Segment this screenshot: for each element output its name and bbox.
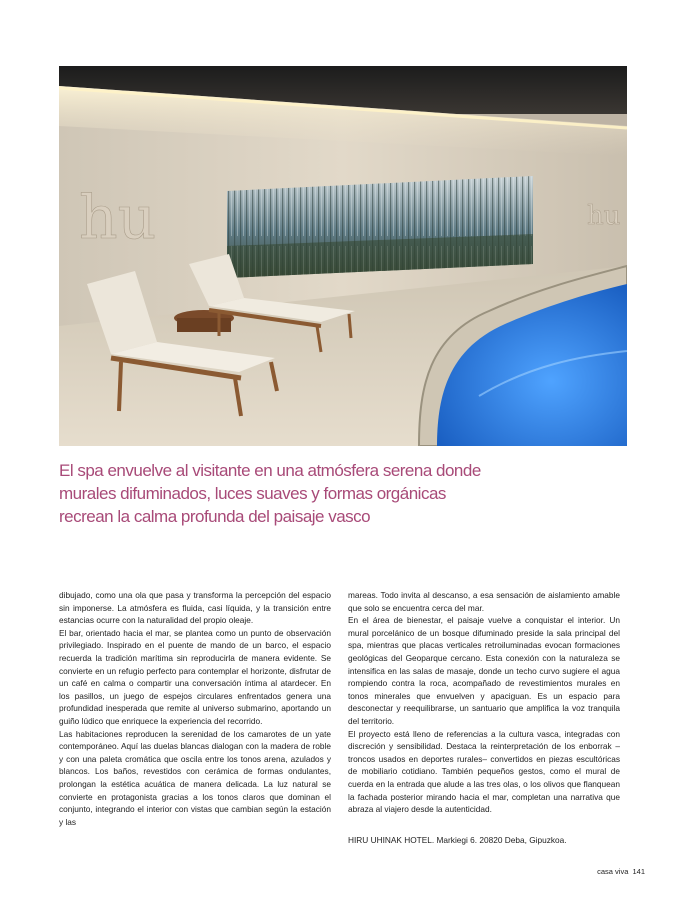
pull-quote-line: recrean la calma profunda del paisaje vasco <box>59 507 371 526</box>
page-folio <box>597 867 645 876</box>
paragraph: El proyecto está lleno de referencias a la cultura vasca, integradas con discreción y sensibilidad. Destaca la reinterpretación de los enborrak –troncos usados en deportes rurales– convertidos en piezas escultóricas de mobiliario cotidiano. También pequeños gestos, como el mural de cuerda en la entrada que alude a las tres olas, o los olivos que flanquean la fachada posterior mirando hacia el mar, completan una narrativa que abraza al viajero desde la autenticidad. <box>348 728 620 815</box>
paragraph: Las habitaciones reproducen la serenidad de los camarotes de un yate contemporáneo. Aquí las duelas blancas dialogan con la madera de roble y con una paleta cromática que oscila entre los tonos arena, azulados y blancos. Los baños, revestidos con cerámica de formas ondulantes, prolongan la estética acuática de manera delicada. La luz natural se convierte en protagonista gracias a los tonos claros que dominan el conjunto, integrando el interior con vistas que cambian según la estación y las <box>59 728 331 827</box>
pull-quote-line: murales difuminados, luces suaves y formas orgánicas <box>59 484 446 503</box>
article-column-left <box>59 589 331 828</box>
paragraph: En el área de bienestar, el paisaje vuelve a conquistar el interior. Un mural porcelánico de un bosque difuminado preside la sala principal del spa, mientras que placas verticales retroiluminadas evocan formaciones geológicas del Geoparque cercano. Esta conexión con la naturaleza se intensifica en las salas de masaje, donde un techo curvo sugiere el agua rompiendo contra la roca, acompañado de revestimientos murales en tonos minerales que envuelven y apaciguan. Es un espacio para desconectar y reequilibrarse, un santuario que amplifica la voz tranquila del territorio. <box>348 615 620 726</box>
magazine-name: casa viva <box>597 867 629 876</box>
paragraph: El bar, orientado hacia el mar, se plantea como un punto de observación privilegiado. Inspirado en el puente de mando de un barco, el espacio recuerda la tradición marítima sin reproducirla de manera evidente. Se convierte en un refugio perfecto para contemplar el horizonte, disfrutar de un café en calma o compartir una conversación íntima al atardecer. En los pasillos, un juego de espejos circulares enfrentados genera una profundidad inesperada que remite al universo submarino, aportando un guiño lúdico que enriquece la experiencia del recorrido. <box>59 627 331 726</box>
hu-logo-right: hu <box>587 201 621 231</box>
article-column-right <box>348 589 620 846</box>
pull-quote <box>59 459 579 528</box>
pull-quote-line: El spa envuelve al visitante en una atmósfera serena donde <box>59 461 481 480</box>
hotel-credit: HIRU UHINAK HOTEL. Markiegi 6. 20820 Deba, Gipuzkoa. <box>348 834 567 845</box>
paragraph: mareas. Todo invita al descanso, a esa sensación de aislamiento amable que solo se encuentra cerca del mar. <box>348 590 620 613</box>
forest-mural <box>227 176 533 278</box>
spa-photo <box>59 66 627 446</box>
page-number: 141 <box>632 867 645 876</box>
hu-logo-left: hu <box>79 183 157 253</box>
paragraph: dibujado, como una ola que pasa y transforma la percepción del espacio sin imponerse. La atmósfera es fluida, casi líquida, y la transición entre estancias ocurre con la naturalidad del propio oleaje. <box>59 590 331 626</box>
